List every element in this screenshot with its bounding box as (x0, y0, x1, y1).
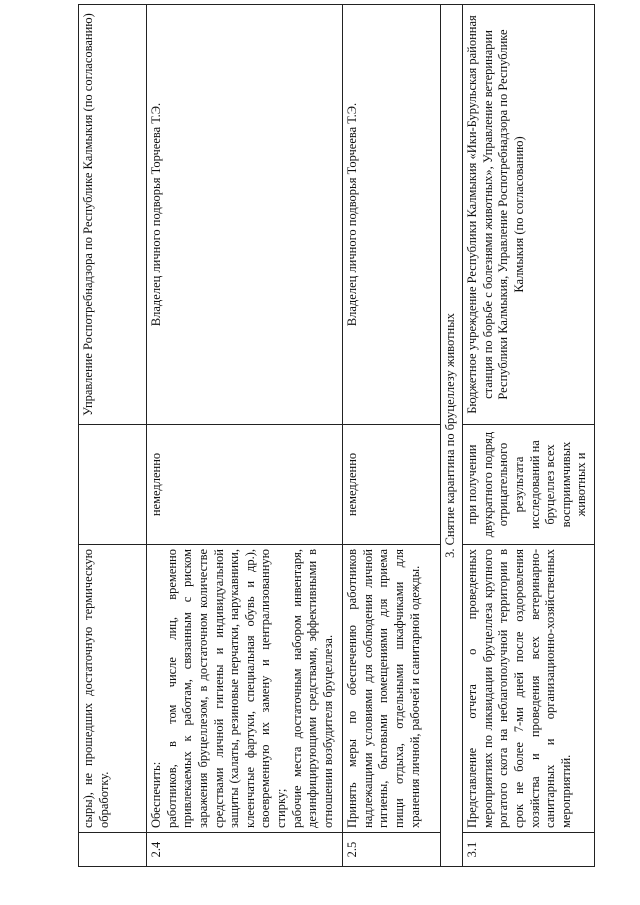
row-number: 2.5 (343, 833, 441, 867)
action-text (147, 545, 343, 833)
table-row (463, 5, 595, 867)
row-number (79, 833, 147, 867)
responsible-text: Владелец личного подворья Торчеева Т.Э. (147, 5, 343, 425)
action-text: Представление отчета о проведенных мероприятиях по ликвидации бруцеллеза крупного рогатого скота на неблагополучной территории в срок не более 7-ми дней после оздоровления хозяйства и проведения всех ветеринарно-санитарных и организационно-хозяйственных мероприятий. (463, 545, 595, 833)
term-text: немедленно (147, 425, 343, 545)
row-number: 2.4 (147, 833, 343, 867)
row-number: 3.1 (463, 833, 595, 867)
responsible-text: Бюджетное учреждение Республики Калмыкия «Ики-Бурульская районная станция по борьбе с болезнями животных», Управление ветеринарии Республики Калмыкия, Управление Роспотребнадзора по Республике Калмыкия (по согласованию) (463, 5, 595, 425)
table-row (79, 5, 147, 867)
section-heading: 3. Снятие карантина по бруцеллезу животных (441, 5, 463, 867)
term-text (79, 425, 147, 545)
term-text: немедленно (343, 425, 441, 545)
table-row (147, 5, 343, 867)
action-text: Принять меры по обеспечению работников надлежащими условиями для соблюдения личной гигиены, бытовыми помещениями для приема пищи отдыха, отдельными шкафчиками для хранения личной, рабочей и санитарной одежды. (343, 545, 441, 833)
table-row (343, 5, 441, 867)
action-line: рабочие места достаточным набором инвентаря, дезинфицирующими средствами, эффективными в отношении возбудителя бруцеллеза. (289, 549, 335, 828)
responsible-text: Управление Роспотребнадзора по Республике Калмыкия (по согласованию) (79, 5, 147, 425)
measures-table (78, 4, 595, 867)
term-text: при получении двукратного подряд отрицательного результата исследований на бруцеллез всех восприимчивых животных и (463, 425, 595, 545)
action-text: сыры), не прошедших достаточную термическую обработку. (79, 545, 147, 833)
responsible-text: Владелец личного подворья Торчеева Т.Э. (343, 5, 441, 425)
action-line: Обеспечить: (149, 761, 163, 828)
section-row (441, 5, 463, 867)
action-line: работников, в том числе лиц, временно привлекаемых к работам, связанным с риском заражения бруцеллезом, в достаточном количестве средствами личной гигиены и индивидуальной защиты (халаты, резиновые перчатки, нарукавники, клеенчатые фартуки, специальная обувь и др.), своевременную их замену и централизованную стирку; (164, 549, 288, 828)
